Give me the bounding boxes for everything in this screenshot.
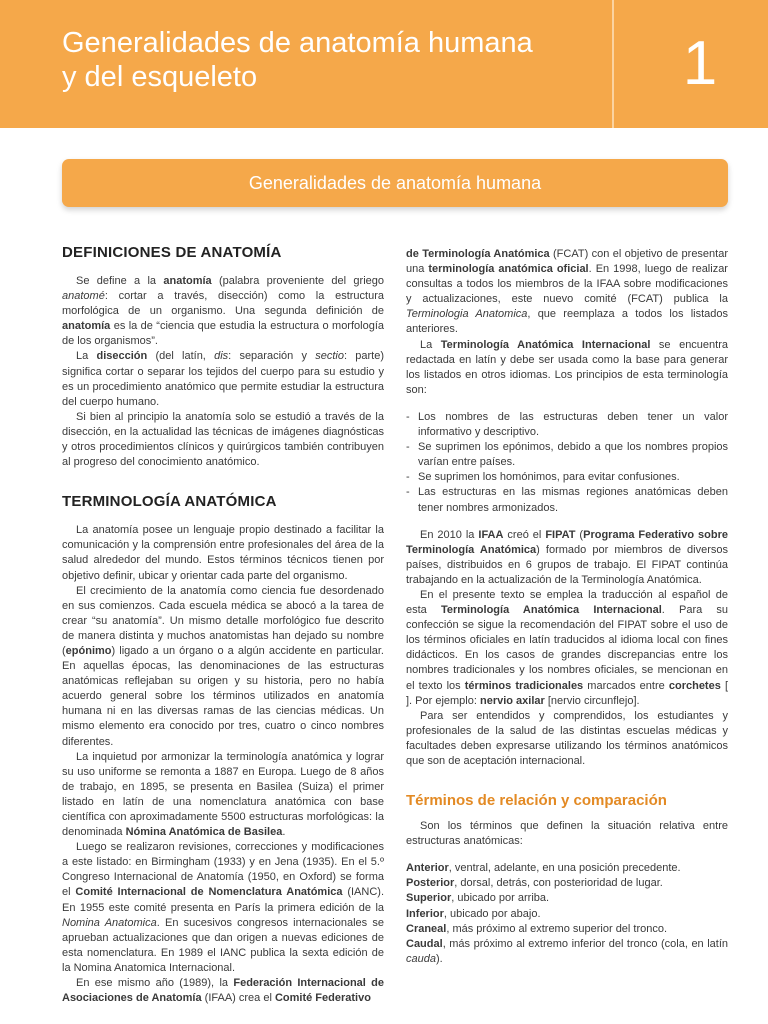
paragraph: El crecimiento de la anatomía como ciencia fue desordenado en sus comienzos. Cada escuela médica se abocó a la tarea de crear “su anatomía”. Un mismo detalle morfológico fue descrito de manera distinta y muchos anatomistas han dejado su nombre (epónimo) ligado a un órgano o a algún accidente en particular. En aquellas épocas, las denominaciones de las estructuras anatómicas reflejaban su origen y su historia, pero no había acuerdo general sobre los términos utilizados en anatomía humana ni en las diversas ramas de las ciencias médicas. Un mismo elemento era conocido por tres, cuatro o cinco nombres diferentes.	[62, 584, 384, 748]
chapter-number: 1	[682, 29, 718, 98]
term-item: Inferior, ubicado por abajo.	[406, 907, 541, 920]
term-item: Posterior, dorsal, detrás, con posterioridad de lugar.	[406, 877, 663, 890]
principles-list	[406, 410, 728, 516]
list-item: - Se suprimen los epónimos, debido a que los nombres propios varían entre países.	[406, 440, 728, 470]
paragraph: En 2010 la IFAA creó el FIPAT (Programa Federativo sobre Terminología Anatómica) formado por miembros de diversos países, distribuidos en 6 grupos de trabajo. El FIPAT continúa trabajando en la actualización de la Terminología Anatómica.	[406, 528, 728, 586]
section-banner: Generalidades de anatomía humana	[62, 159, 728, 207]
paragraph: En el presente texto se emplea la traducción al español de esta Terminología Anatómica Internacional. Para su confección se sigue la recomendación del FIPAT sobre el uso de los términos oficiales en latín traducidos al idioma local con fines didácticos. En los casos de grandes discrepancias entre los nombres tradicionales y los nombres oficiales, se mencionan en el texto los términos tradicionales marcados entre corchetes [ ]. Por ejemplo: nervio axilar [nervio circunflejo].	[406, 588, 728, 707]
paragraph: La inquietud por armonizar la terminología anatómica y lograr su uso uniforme se remonta a 1887 en Europa. Luego de 8 años de trabajo, en 1895, se presenta en Basilea (Suiza) el primer listado en latín de una nomenclatura anatómica con base científica con aproximadamente 5500 estructuras morfológicas: la denominada Nómina Anatómica de Basilea.	[62, 750, 384, 839]
paragraph: Son los términos que definen la situación relativa entre estructuras anatómicas:	[406, 820, 728, 848]
paragraph: Se define a la anatomía (palabra proveniente del griego anatomé: cortar a través, disección) como la estructura morfológica de un organismo. Una segunda definición de anatomía es la de “ciencia que estudia la estructura o morfología de los organismos”.	[62, 275, 384, 348]
heading-definiciones: DEFINICIONES DE ANATOMÍA	[62, 244, 282, 261]
header-divider	[612, 0, 614, 128]
paragraph: La anatomía posee un lenguaje propio destinado a facilitar la comunicación y la comprensión entre profesionales del área de la salud alrededor del mundo. Estos términos técnicos tienen por objetivo definir, ubicar y orientar cada parte del organismo.	[62, 524, 384, 582]
chapter-title: Generalidades de anatomía humana y del esqueleto	[62, 27, 533, 93]
term-item: Anterior, ventral, adelante, en una posición precedente.	[406, 862, 681, 875]
term-item: Superior, ubicado por arriba.	[406, 892, 550, 905]
paragraph: La Terminología Anatómica Internacional se encuentra redactada en latín y debe ser usada como la base para generar los listados en otros idiomas. Los principios de esta terminología son:	[406, 338, 729, 396]
term-item: Craneal, más próximo al extremo superior del tronco.	[406, 922, 668, 935]
heading-relacion: Términos de relación y comparación	[406, 792, 667, 810]
paragraph: Si bien al principio la anatomía solo se estudió a través de la disección, en la actualidad las técnicas de imágenes diagnósticas y otros procedimientos clínicos y quirúrgicos también contribuyen al progreso del conocimiento anatómico.	[62, 410, 384, 469]
paragraph: La disección (del latín, dis: separación y sectio: parte) significa cortar o separar los tejidos del cuerpo para su estudio y es un procedimiento anatómico que permite estudiar la estructura del cuerpo humano.	[62, 350, 384, 408]
list-item: - Los nombres de las estructuras deben tener un valor informativo y descriptivo.	[406, 410, 728, 440]
paragraph: de Terminología Anatómica (FCAT) con el objetivo de presentar una terminología anatómica oficial. En 1998, luego de realizar consultas a todos los miembros de la IFAA sobre modificaciones y actualizaciones, este nuevo comité (FCAT) publica la Terminologia Anatomica, que reemplaza a todos los listados anteriores.	[406, 248, 729, 336]
list-item: - Se suprimen los homónimos, para evitar confusiones.	[406, 470, 728, 485]
chapter-header	[0, 0, 768, 128]
paragraph: En ese mismo año (1989), la Federación Internacional de Asociaciones de Anatomía (IFAA) crea el Comité Federativo	[62, 977, 385, 1005]
paragraph: Luego se realizaron revisiones, correcciones y modificaciones a este listado: en Birmingham (1933) y en Jena (1935). En el 5.º Congreso Internacional de Anatomía (1950, en Oxford) se forma el Comité Internacional de Nomenclatura Anatómica (IANC). En 1955 este comité presenta en París la primera edición de la Nomina Anatomica. En sucesivos congresos internacionales se aprueban actualizaciones que dan origen a nuevas ediciones de esta nomenclatura. En 1989 el IANC publica la sexta edición de la Nomina Anatomica Internacional.	[62, 841, 384, 974]
list-item: - Las estructuras en las mismas regiones anatómicas deben tener nombres armonizados.	[406, 485, 728, 515]
relation-terms-list	[406, 861, 728, 967]
paragraph: Para ser entendidos y comprendidos, los estudiantes y profesionales de la salud de las distintas escuelas médicas y facultades deben expresarse utilizando los términos anatómicos que son de aceptación internacional.	[406, 709, 728, 767]
term-item: Caudal, más próximo al extremo inferior del tronco (cola, en latín cauda).	[406, 937, 728, 965]
heading-terminologia: TERMINOLOGÍA ANATÓMICA	[62, 493, 277, 511]
right-column	[406, 247, 728, 967]
left-column	[62, 243, 384, 1006]
